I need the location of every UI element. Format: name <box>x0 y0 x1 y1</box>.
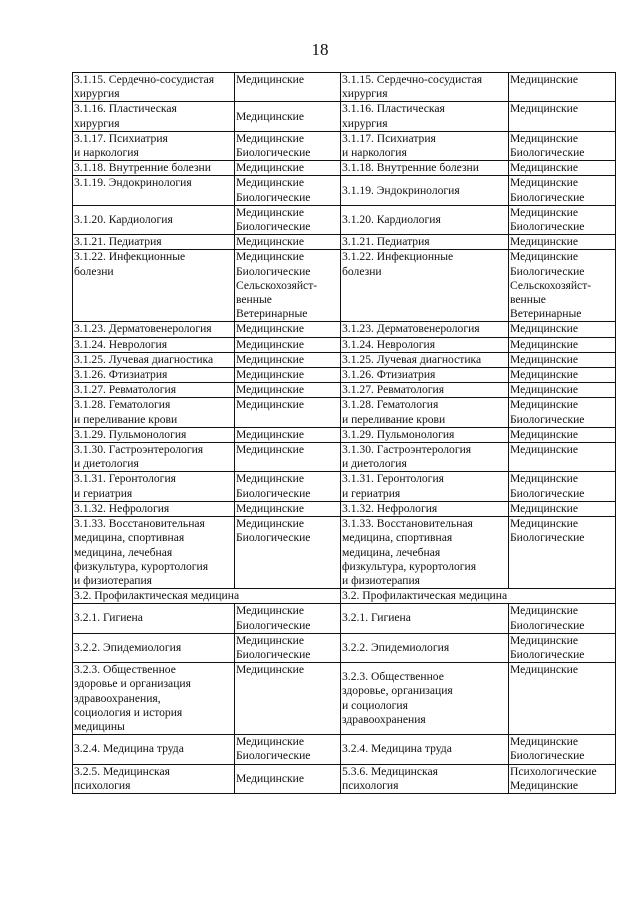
science-branch-cell: Медицинские <box>509 443 616 472</box>
science-branch-cell: Медицинские <box>235 235 341 250</box>
science-branch-cell: Медицинские <box>509 427 616 442</box>
table-row <box>73 604 616 633</box>
table-row <box>73 764 616 793</box>
science-branch-cell: Медицинские Биологические <box>509 472 616 501</box>
science-branch-cell: Медицинские <box>235 443 341 472</box>
science-branch-cell: Медицинские Биологические <box>235 633 341 662</box>
specialty-cell: 3.1.24. Неврология <box>73 337 235 352</box>
specialty-cell: 3.2.4. Медицина труда <box>73 735 235 764</box>
table-row <box>73 735 616 764</box>
science-branch-cell: Медицинские <box>509 368 616 383</box>
table-row <box>73 73 616 102</box>
science-branch-cell: Психологические Медицинские <box>509 764 616 793</box>
science-branch-cell: Медицинские <box>235 73 341 102</box>
table-row <box>73 517 616 589</box>
specialty-cell: 3.1.17. Психиатрия и наркология <box>73 131 235 160</box>
specialty-cell: 3.1.27. Ревматология <box>341 383 509 398</box>
science-branch-cell: Медицинские Биологические <box>235 472 341 501</box>
table-row <box>73 131 616 160</box>
science-branch-cell: Медицинские Биологические <box>235 205 341 234</box>
science-branch-cell: Медицинские <box>235 663 341 735</box>
science-branch-cell: Медицинские Биологические <box>509 633 616 662</box>
science-branch-cell: Медицинские <box>235 352 341 367</box>
table-row <box>73 352 616 367</box>
table-row <box>73 337 616 352</box>
science-branch-cell: Медицинские <box>235 368 341 383</box>
specialty-cell: 3.1.19. Эндокринология <box>341 176 509 205</box>
table-row <box>73 633 616 662</box>
science-branch-cell: Медицинские Биологические <box>509 398 616 427</box>
specialty-cell: 3.2.3. Общественное здоровье, организация и социология здравоохранения <box>341 663 509 735</box>
table-row <box>73 250 616 322</box>
specialty-cell: 3.1.18. Внутренние болезни <box>73 161 235 176</box>
specialty-cell: 3.1.19. Эндокринология <box>73 176 235 205</box>
specialty-cell: 3.1.22. Инфекционные болезни <box>341 250 509 322</box>
specialty-cell: 3.1.25. Лучевая диагностика <box>341 352 509 367</box>
science-branch-cell: Медицинские Биологические <box>509 735 616 764</box>
specialty-cell: 3.1.31. Геронтология и гериатрия <box>341 472 509 501</box>
science-branch-cell: Медицинские Биологические <box>509 205 616 234</box>
science-branch-cell: Медицинские <box>235 427 341 442</box>
specialty-cell: 3.2.4. Медицина труда <box>341 735 509 764</box>
science-branch-cell: Медицинские Биологические <box>509 176 616 205</box>
specialty-cell: 3.1.26. Фтизиатрия <box>73 368 235 383</box>
specialty-cell: 3.1.28. Гематология и переливание крови <box>341 398 509 427</box>
table-row <box>73 472 616 501</box>
science-branch-cell: Медицинские <box>235 337 341 352</box>
science-branch-cell: Медицинские <box>509 161 616 176</box>
science-branch-cell: Медицинские <box>509 501 616 516</box>
table-row <box>73 398 616 427</box>
specialty-cell: 3.1.29. Пульмонология <box>341 427 509 442</box>
table-row <box>73 383 616 398</box>
table-row <box>73 427 616 442</box>
science-branch-cell: Медицинские <box>509 235 616 250</box>
specialty-cell: 5.3.6. Медицинская психология <box>341 764 509 793</box>
specialty-cell: 3.1.30. Гастроэнтерология и диетология <box>341 443 509 472</box>
specialty-cell: 3.1.23. Дерматовенерология <box>341 322 509 337</box>
specialty-cell: 3.1.24. Неврология <box>341 337 509 352</box>
science-branch-cell: Медицинские Биологические <box>235 176 341 205</box>
specialty-cell: 3.1.28. Гематология и переливание крови <box>73 398 235 427</box>
science-branch-cell: Медицинские <box>509 102 616 131</box>
specialty-cell: 3.2.1. Гигиена <box>341 604 509 633</box>
science-branch-cell: Медицинские <box>235 383 341 398</box>
specialty-cell: 3.1.21. Педиатрия <box>341 235 509 250</box>
science-branch-cell: Медицинские Биологические <box>235 517 341 589</box>
specialty-cell: 3.1.32. Нефрология <box>341 501 509 516</box>
science-branch-cell: Медицинские Биологические <box>509 131 616 160</box>
science-branch-cell: Медицинские Биологические <box>509 517 616 589</box>
specialty-cell: 3.2.2. Эпидемиология <box>73 633 235 662</box>
specialty-cell: 3.1.32. Нефрология <box>73 501 235 516</box>
specialty-cell: 3.1.22. Инфекционные болезни <box>73 250 235 322</box>
science-branch-cell: Медицинские Биологические Сельскохозяйст- венные Ветеринарные <box>509 250 616 322</box>
table-row <box>73 161 616 176</box>
section-title-cell: 3.2. Профилактическая медицина <box>341 589 616 604</box>
specialty-cell: 3.1.33. Восстановительная медицина, спортивная медицина, лечебная физкультура, курортология и физиотерапия <box>341 517 509 589</box>
science-branch-cell: Медицинские <box>509 322 616 337</box>
science-branch-cell: Медицинские Биологические <box>235 604 341 633</box>
specialty-cell: 3.1.16. Пластическая хирургия <box>341 102 509 131</box>
science-branch-cell: Медицинские <box>509 337 616 352</box>
specialty-cell: 3.1.18. Внутренние болезни <box>341 161 509 176</box>
specialties-table <box>72 72 616 794</box>
section-title-cell: 3.2. Профилактическая медицина <box>73 589 341 604</box>
specialty-cell: 3.2.3. Общественное здоровье и организация здравоохранения, социология и история медицины <box>73 663 235 735</box>
science-branch-cell: Медицинские <box>235 161 341 176</box>
science-branch-cell: Медицинские <box>235 398 341 427</box>
specialty-cell: 3.1.20. Кардиология <box>341 205 509 234</box>
specialty-cell: 3.1.27. Ревматология <box>73 383 235 398</box>
specialty-cell: 3.1.26. Фтизиатрия <box>341 368 509 383</box>
science-branch-cell: Медицинские Биологические <box>509 604 616 633</box>
specialty-cell: 3.2.5. Медицинская психология <box>73 764 235 793</box>
science-branch-cell: Медицинские Биологические <box>235 735 341 764</box>
specialty-cell: 3.1.15. Сердечно-сосудистая хирургия <box>73 73 235 102</box>
specialty-cell: 3.1.15. Сердечно-сосудистая хирургия <box>341 73 509 102</box>
table-row <box>73 443 616 472</box>
table-row <box>73 501 616 516</box>
specialty-cell: 3.1.25. Лучевая диагностика <box>73 352 235 367</box>
table-row <box>73 322 616 337</box>
specialty-cell: 3.1.33. Восстановительная медицина, спортивная медицина, лечебная физкультура, курортология и физиотерапия <box>73 517 235 589</box>
science-branch-cell: Медицинские Биологические <box>235 131 341 160</box>
science-branch-cell: Медицинские <box>509 663 616 735</box>
science-branch-cell: Медицинские <box>235 764 341 793</box>
science-branch-cell: Медицинские <box>509 383 616 398</box>
table-row <box>73 235 616 250</box>
table-row <box>73 205 616 234</box>
specialty-cell: 3.1.31. Геронтология и гериатрия <box>73 472 235 501</box>
specialty-cell: 3.2.2. Эпидемиология <box>341 633 509 662</box>
specialty-cell: 3.1.21. Педиатрия <box>73 235 235 250</box>
specialty-cell: 3.1.20. Кардиология <box>73 205 235 234</box>
table-row <box>73 102 616 131</box>
specialty-cell: 3.1.23. Дерматовенерология <box>73 322 235 337</box>
specialty-cell: 3.1.17. Психиатрия и наркология <box>341 131 509 160</box>
table-row <box>73 663 616 735</box>
science-branch-cell: Медицинские <box>235 102 341 131</box>
specialty-cell: 3.2.1. Гигиена <box>73 604 235 633</box>
specialty-cell: 3.1.29. Пульмонология <box>73 427 235 442</box>
table-row <box>73 176 616 205</box>
specialty-cell: 3.1.16. Пластическая хирургия <box>73 102 235 131</box>
science-branch-cell: Медицинские <box>509 352 616 367</box>
science-branch-cell: Медицинские <box>509 73 616 102</box>
science-branch-cell: Медицинские Биологические Сельскохозяйст- венные Ветеринарные <box>235 250 341 322</box>
specialty-cell: 3.1.30. Гастроэнтерология и диетология <box>73 443 235 472</box>
table-row <box>73 368 616 383</box>
page-number: 18 <box>311 40 329 59</box>
science-branch-cell: Медицинские <box>235 322 341 337</box>
section-row <box>73 589 616 604</box>
science-branch-cell: Медицинские <box>235 501 341 516</box>
